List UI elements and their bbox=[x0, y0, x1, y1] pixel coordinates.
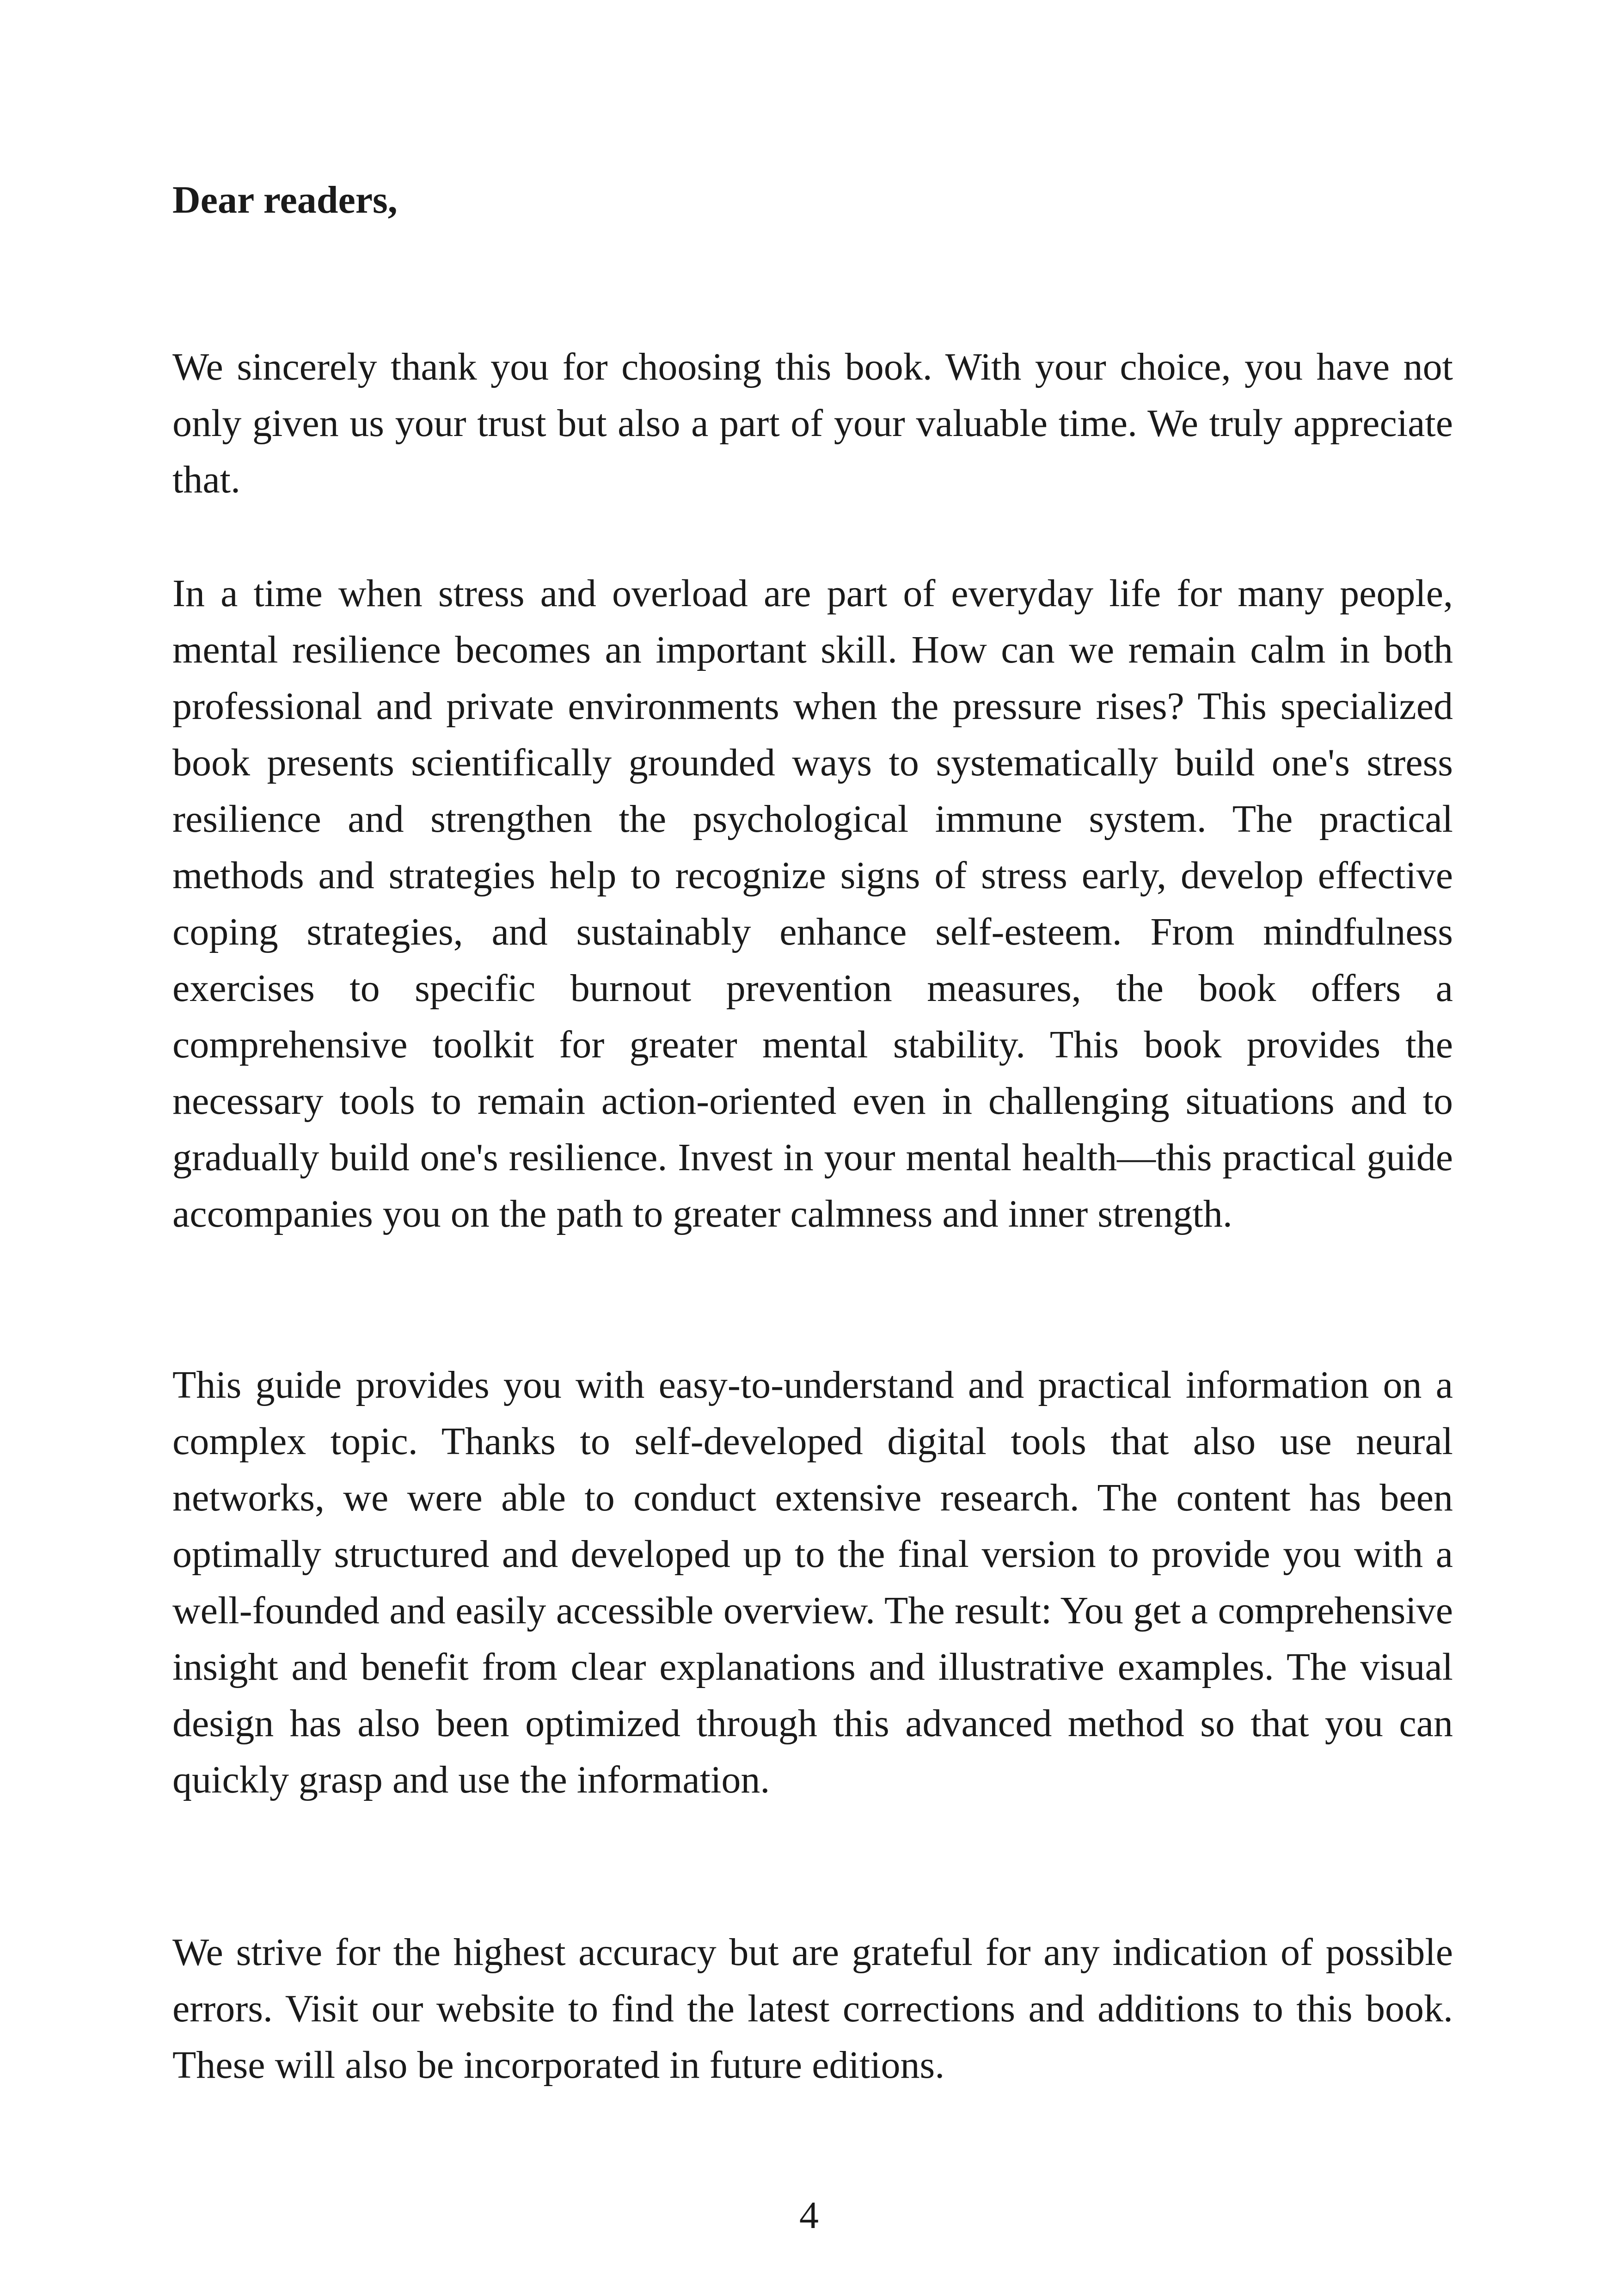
paragraph-thanks: We sincerely thank you for choosing this book. With your choice, you have not only given us your trust but also a part of your valuable time. We truly appreciate that. bbox=[172, 345, 1453, 501]
paragraph-resilience-overview: In a time when stress and overload are part of everyday life for many people, mental resilience becomes an important skill. How can we remain calm in both professional and private environments when the pressure rises? This specialized book presents scientifically grounded ways to systematically build one's stress resilience and strengthen the psychological immune system. The practical methods and strategies help to recognize signs of stress early, develop effective coping strategies, and sustainably enhance self-esteem. From mindfulness exercises to specific burnout prevention measures, the book offers a comprehensive toolkit for greater mental stability. This book provides the necessary tools to remain action-oriented even in challenging situations and to gradually build one's resilience. Invest in your mental health—this practical guide accompanies you on the path to greater calmness and inner strength. bbox=[172, 572, 1453, 1235]
page-number: 4 bbox=[799, 2194, 819, 2237]
salutation-heading: Dear readers, bbox=[172, 178, 398, 221]
paragraph-errata: We strive for the highest accuracy but are grateful for any indication of possible errors. Visit our website to find the latest corrections and additions to this book. These will also be incorporated in future editions. bbox=[172, 1931, 1453, 2087]
paragraph-guide-methodology: This guide provides you with easy-to-understand and practical information on a complex topic. Thanks to self-developed digital tools that also use neural networks, we were able to conduct extensive research. The content has been optimally structured and developed up to the final version to provide you with a well-founded and easily accessible overview. The result: You get a comprehensive insight and benefit from clear explanations and illustrative examples. The visual design has also been optimized through this advanced method so that you can quickly grasp and use the information. bbox=[172, 1363, 1453, 1801]
